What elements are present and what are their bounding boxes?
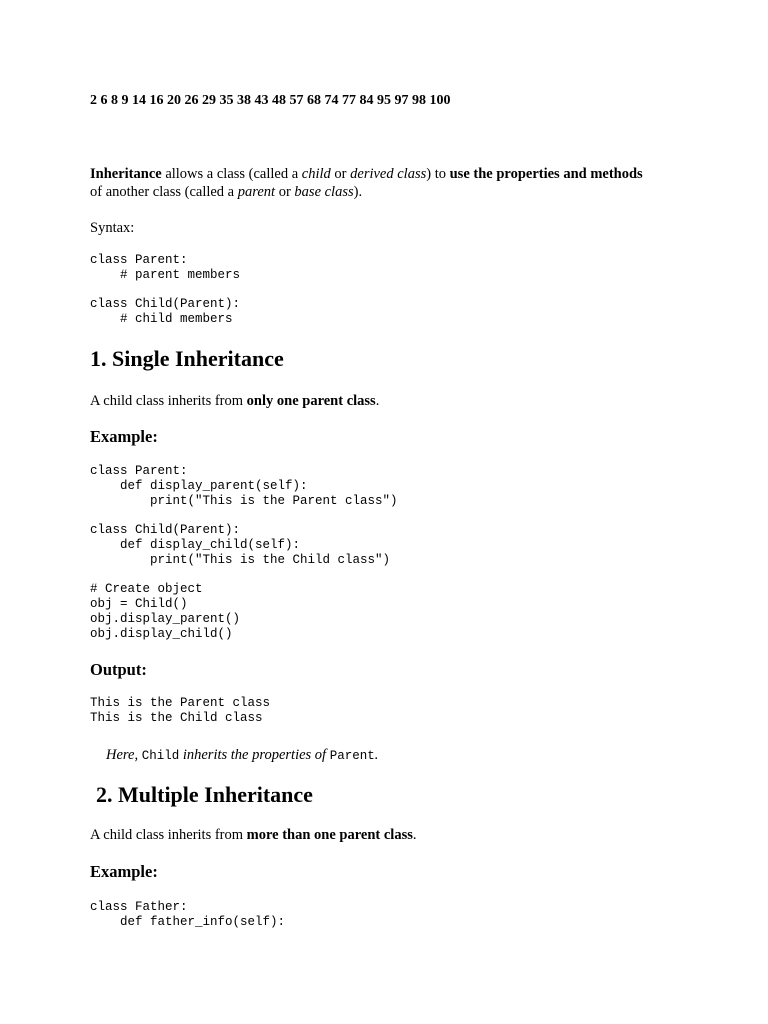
intro-term: Inheritance (90, 166, 162, 182)
intro-derived: derived class (350, 166, 427, 182)
section2-desc-bold: more than one parent class (246, 827, 413, 843)
intro-child: child (301, 166, 331, 182)
section1-note (106, 746, 378, 765)
intro-text-6: ). (353, 184, 363, 200)
syntax-label: Syntax: (90, 220, 135, 236)
syntax-code-block: class Parent: # parent members class Child(Parent): # child members (90, 253, 241, 327)
section1-code-block: class Parent: def display_parent(self): print("This is the Parent class") class Child(Parent): def display_child(self): print("This is the Child class") # Create object obj = Child() obj.display_parent() obj.display_child() (90, 464, 398, 641)
section1-output-label: Output: (90, 660, 147, 679)
section1-heading: 1. Single Inheritance (90, 346, 284, 371)
note-mid: inherits the properties of (179, 747, 330, 763)
section1-desc-bold: only one parent class (246, 393, 376, 409)
section2-code-block: class Father: def father_info(self): (90, 900, 286, 929)
section2-desc-suffix: . (412, 827, 417, 843)
section2-desc-prefix: A child class inherits from (90, 827, 247, 843)
intro-text-4: of another class (called a (90, 184, 238, 200)
section1-output-block: This is the Parent class This is the Child class (90, 696, 271, 725)
intro-text-2: or (330, 166, 351, 182)
section2-example-label: Example: (90, 862, 158, 881)
section1-description (90, 392, 379, 410)
section1-desc-suffix: . (375, 393, 380, 409)
note-prefix: Here, (106, 747, 142, 763)
intro-base: base class (294, 184, 354, 200)
intro-emphasis: use the properties and methods (449, 166, 643, 182)
section1-desc-prefix: A child class inherits from (90, 393, 247, 409)
number-sequence: 2 6 8 9 14 16 20 26 29 35 38 43 48 57 68 74 77 84 95 97 98 100 (90, 93, 451, 108)
intro-line-1 (90, 165, 643, 183)
note-code-child: Child (141, 749, 180, 763)
section2-description (90, 826, 417, 844)
note-code-parent: Parent (329, 749, 375, 763)
note-suffix: . (374, 747, 379, 763)
section1-example-label: Example: (90, 427, 158, 446)
intro-text-1: allows a class (called a (161, 166, 302, 182)
intro-parent: parent (237, 184, 276, 200)
intro-text-3: ) to (426, 166, 450, 182)
section2-heading: 2. Multiple Inheritance (96, 782, 313, 807)
intro-text-5: or (275, 184, 295, 200)
intro-line-2 (90, 183, 362, 201)
